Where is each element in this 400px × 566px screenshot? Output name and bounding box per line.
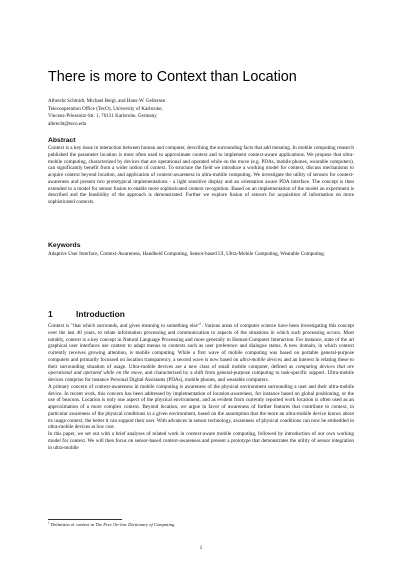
intro-paragraph-2: A primary concern of context-awareness in mobile computing is awareness of the physical environment surrounding a user and their ultra-mobile device. In recent work, this concern has been addressed by implementation of location-awareness, for instance based on global positioning, or the use of beacons. Location is only one aspect of the physical environment, and as evident from currently reported work location is often used as an approximation of a more complex context. Beyond location, we argue in favor of awareness of further features that contribute to context, in particular awareness of the physical conditions in a given environment, based on the assumption that the more an ultra-mobile device knows about its usage context, the better it can support their user. With advances in sensor technology, awareness of physical conditions can now be embedded in ultra-mobile devices at low cost. — [48, 383, 354, 431]
section-title: Introduction — [76, 309, 125, 319]
intro-p1-emphasis-definition: computing devices that are operational and operated while on the move — [48, 363, 354, 377]
intro-p1-text-middle: and an interest in relating these to their surrounding situation of usage. Ultra-mobile devices are a new class of small mobile computer, defined as — [48, 356, 354, 370]
footnote-divider — [48, 519, 122, 520]
page-number: 1 — [199, 545, 203, 551]
intro-p1-text: . Various areas of computer science have been investigating this concept over the last 40 years, to relate information processing and communication to aspects of the situations in which such processing occurs. Most notably, context is a key concept in Natural Language Processing and more generally in Human-Computer Interaction. For instance, state of the art graphical user interfaces use context to adapt menus to contexts such as user preference and dialogue status. A new domain, in which context currently receives growing attention, is mobile computing. While a first wave of mobile computing was based on portable general-purpose computers and primarily focussed on location transparency, a second wave is now based on — [48, 323, 354, 363]
introduction-body — [48, 323, 354, 451]
section-number: 1 — [48, 309, 53, 319]
footnote-mark: 1 — [48, 520, 50, 525]
section-heading-introduction — [48, 309, 354, 319]
author-block — [48, 98, 368, 128]
paper-title: There is more to Context than Location — [48, 69, 297, 85]
abstract-heading: Abstract — [48, 137, 76, 144]
intro-p1-text-end: , and characterized by a shift from general-purpose computing to task-specific support. Ultra-mobile devices comprise for instance Personal Digital Assistants (PDAs), mobile phones, and wearable computers. — [48, 370, 354, 383]
intro-p1-text-start: Context is "that which surrounds, and gives meaning to something else" — [48, 323, 200, 329]
footnote-source: The Free On-line Dictionary of Computing — [95, 522, 175, 527]
intro-paragraph-1 — [48, 323, 354, 384]
intro-paragraph-3: In this paper, we set out with a brief analyses of related work in context-aware mobile computing, followed by introduction of our own working model for context. We will then focus on sensor-based context-awareness and present a prototype that demonstrates the utility of sensor integration in ultra-mobile — [48, 431, 354, 451]
keywords-text: Adaptive User Interface, Context-Awareness, Handheld Computing, Sensor-based UI, Ultra-Mobile Computing, Wearable Computing. — [48, 251, 326, 257]
abstract-text: Context is a key issue in interaction between human and computer, describing the surrounding facts that add meaning. In mobile computing research published the parameter location is most often used to approximate context and to implement context-aware applications. We propose that ultra-mobile computing, characterized by devices that are operational and operated while on the move (e.g. PDAs, mobile phones, wearable computers), can significantly benefit from a wider notion of context. To structure the field we introduce a working model for context, discuss mechanisms to acquire context beyond location, and application of context-awareness in ultra-mobile computing. We investigate the utility of sensors for context-awareness and present two prototypical implementations - a light sensitive display and an orientation aware PDA interface. The concept is then extended to a model for sensor fusion to enable more sophisticated context recognition. Based on an implementation of the model an experiment is described and the feasibility of the approach is demonstrated. Further we explore fusion of sensors for acquisition of information on more sophisticated contexts. — [48, 145, 354, 205]
author-affiliation: Telecooperation Office (TecO), University of Karlsruhe, — [48, 105, 163, 112]
author-names: Albrecht Schmidt, Michael Beigl, and Hans-W. Gellersen — [48, 98, 166, 104]
author-email: albrecht@teco.edu — [48, 120, 87, 127]
intro-p1-emphasis-devices: ultra-mobile devices — [239, 356, 283, 363]
footnote-reference: 1 — [199, 321, 202, 326]
footnote — [48, 522, 354, 528]
author-address: Vincenz-Priessnitz-Str. 1, 76131 Karlsruhe, Germany — [48, 113, 157, 120]
footnote-text: Definition of context in — [49, 522, 96, 527]
keywords-heading: Keywords — [48, 242, 81, 249]
